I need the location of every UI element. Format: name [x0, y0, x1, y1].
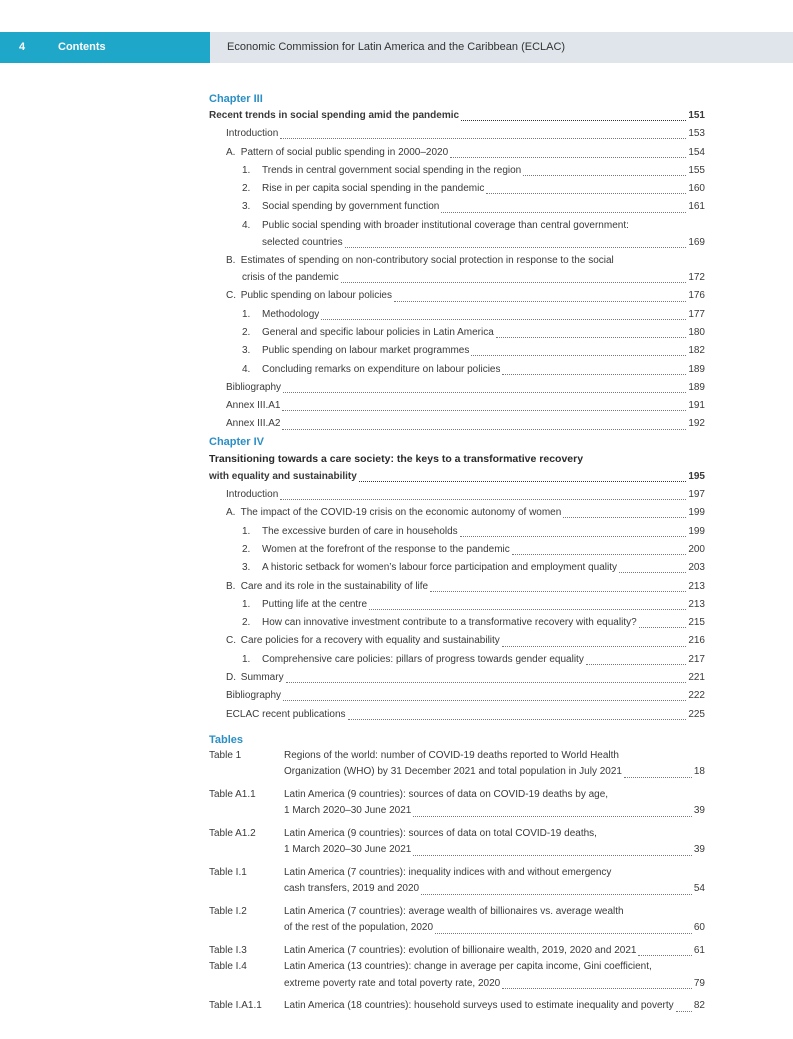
table-page: 39 — [693, 805, 705, 817]
table-title-line2: 1 March 2020–30 June 2021 — [284, 844, 412, 856]
entry-number: C. — [226, 635, 236, 647]
leader-dots — [348, 718, 687, 720]
table-title: Latin America (7 countries): evolution of billionaire wealth, 2019, 2020 and 2021 — [284, 944, 637, 956]
toc-entry[interactable] — [209, 523, 705, 541]
table-page: 54 — [693, 883, 705, 895]
entry-page: 217 — [688, 653, 705, 665]
leader-dots — [450, 156, 686, 158]
entry-number: 4. — [242, 363, 251, 375]
toc-entry[interactable] — [209, 559, 705, 577]
entry-text: Pattern of social public spending in 2000–2020 — [240, 146, 449, 158]
leader-dots — [471, 354, 686, 356]
toc-entry[interactable] — [209, 306, 705, 324]
entry-page: 161 — [688, 201, 705, 213]
entry-number: A. — [226, 507, 236, 519]
chapter-4-label: Chapter IV — [209, 435, 265, 448]
entry-number: A. — [226, 146, 236, 158]
toc-entry[interactable] — [209, 486, 705, 504]
table-page: 61 — [693, 944, 705, 956]
entry-page: 203 — [688, 562, 705, 574]
entry-page: 191 — [688, 400, 705, 412]
leader-dots — [394, 300, 686, 302]
table-title: Latin America (18 countries): household surveys used to estimate inequality and poverty — [284, 1000, 674, 1012]
entry-number: 2. — [242, 326, 251, 338]
table-title-line2: 1 March 2020–30 June 2021 — [284, 805, 412, 817]
table-page: 39 — [693, 844, 705, 856]
leader-dots — [369, 608, 686, 610]
entry-text: Putting life at the centre — [262, 598, 368, 610]
entry-page: 199 — [688, 525, 705, 537]
entry-number: B. — [226, 580, 236, 592]
leader-dots — [460, 535, 687, 537]
entry-text: selected countries — [262, 236, 343, 248]
leader-dots — [435, 932, 692, 934]
table-title-line1: Latin America (13 countries): change in average per capita income, Gini coefficient, — [284, 961, 652, 973]
leader-dots — [461, 119, 686, 121]
entry-page: 197 — [688, 489, 705, 501]
chapter-3-label: Chapter III — [209, 93, 263, 105]
leader-dots — [282, 409, 686, 411]
entry-page: 154 — [688, 146, 705, 158]
table-title-line2: Organization (WHO) by 31 December 2021 and total population in July 2021 — [284, 766, 622, 778]
entry-text: Concluding remarks on expenditure on labour policies — [262, 363, 501, 375]
entry-number: 2. — [242, 617, 251, 629]
leader-dots — [359, 480, 687, 482]
entry-text: Annex III.A2 — [226, 418, 281, 430]
entry-text: ECLAC recent publications — [226, 708, 346, 720]
leader-dots — [282, 428, 686, 430]
header-publisher-bar — [210, 32, 793, 63]
table-entry[interactable] — [209, 998, 705, 1015]
entry-page: 222 — [688, 690, 705, 702]
entry-text: Bibliography — [226, 381, 282, 393]
entry-page: 153 — [688, 128, 705, 140]
table-entry[interactable] — [209, 959, 705, 992]
toc-entry-line1[interactable] — [209, 252, 705, 269]
table-page: 60 — [693, 922, 705, 934]
entry-page: 177 — [688, 308, 705, 320]
entry-text: crisis of the pandemic — [242, 272, 339, 284]
toc-entry[interactable] — [209, 361, 705, 379]
entry-text: The impact of the COVID-19 crisis on the economic autonomy of women — [240, 507, 562, 519]
table-title-line2: of the rest of the population, 2020 — [284, 922, 433, 934]
toc-entry[interactable] — [209, 415, 705, 433]
entry-text: Summary — [240, 672, 284, 684]
entry-text: Care policies for a recovery with equality and sustainability — [240, 635, 500, 647]
table-label: Table I.A1.1 — [209, 1000, 262, 1012]
toc-entry[interactable] — [209, 342, 705, 360]
entry-page: 155 — [688, 164, 705, 176]
toc-entry[interactable] — [209, 614, 705, 632]
entry-page: 213 — [688, 598, 705, 610]
leader-dots — [345, 246, 687, 248]
entry-number: B. — [226, 255, 236, 267]
entry-number: 2. — [242, 183, 251, 195]
leader-dots — [676, 1010, 692, 1012]
toc-entry[interactable] — [209, 269, 705, 287]
leader-dots — [421, 893, 692, 895]
table-label: Table A1.2 — [209, 827, 256, 839]
leader-dots — [523, 174, 686, 176]
table-entry[interactable] — [209, 748, 705, 781]
entry-page: 199 — [688, 507, 705, 519]
leader-dots — [283, 699, 686, 701]
table-title-line1: Latin America (7 countries): average wealth of billionaires vs. average wealth — [284, 905, 624, 917]
chapter-3-page: 151 — [688, 110, 705, 121]
section-title: Contents — [58, 41, 106, 53]
table-title-line1: Regions of the world: number of COVID-19 deaths reported to World Health — [284, 749, 619, 761]
entry-page: 215 — [688, 617, 705, 629]
entry-number: 2. — [242, 543, 251, 555]
entry-page: 169 — [688, 236, 705, 248]
entry-number: 1. — [242, 525, 251, 537]
chapter-4-page: 195 — [688, 470, 705, 482]
chapter-3-title-row[interactable] — [209, 107, 705, 125]
entry-page: 182 — [688, 345, 705, 357]
leader-dots — [502, 373, 686, 375]
toc-content — [209, 91, 705, 1015]
table-label: Table I.1 — [209, 866, 247, 878]
table-title-line2: extreme poverty rate and total poverty rate, 2020 — [284, 977, 501, 989]
entry-text: Introduction — [226, 128, 279, 140]
page-number: 4 — [19, 41, 26, 53]
toc-entry[interactable] — [209, 125, 705, 143]
toc-entry[interactable] — [209, 706, 705, 724]
entry-text: Rise in per capita social spending in the pandemic — [262, 183, 485, 195]
leader-dots — [413, 815, 692, 817]
entry-page: 180 — [688, 326, 705, 338]
entry-page: 200 — [688, 543, 705, 555]
leader-dots — [430, 590, 686, 592]
leader-dots — [512, 553, 687, 555]
leader-dots — [563, 516, 686, 518]
toc-entry[interactable] — [209, 632, 705, 650]
leader-dots — [486, 192, 686, 194]
toc-entry[interactable] — [209, 397, 705, 415]
table-label: Table 1 — [209, 749, 242, 761]
entry-number: 3. — [242, 562, 251, 574]
entry-text: Bibliography — [226, 690, 282, 702]
entry-text: Methodology — [262, 308, 320, 320]
table-entry[interactable] — [209, 865, 705, 898]
entry-page: 172 — [688, 272, 705, 284]
entry-number: 3. — [242, 345, 251, 357]
leader-dots — [619, 571, 686, 573]
toc-entry-line1[interactable] — [209, 217, 705, 234]
entry-text: Public spending on labour market programmes — [262, 345, 470, 357]
leader-dots — [502, 987, 692, 989]
entry-text: How can innovative investment contribute to a transformative recovery with equality? — [262, 617, 637, 629]
table-entry[interactable] — [209, 787, 705, 820]
toc-entry[interactable] — [209, 234, 705, 252]
leader-dots — [413, 854, 692, 856]
leader-dots — [280, 498, 686, 500]
table-label: Table A1.1 — [209, 788, 256, 800]
entry-page: 189 — [688, 363, 705, 375]
chapter-4-title-line1[interactable]: Transitioning towards a care society: the keys to a transformative recovery — [209, 452, 584, 465]
entry-number: 1. — [242, 164, 251, 176]
entry-number: 1. — [242, 308, 251, 320]
entry-text: Annex III.A1 — [226, 400, 281, 412]
toc-entry[interactable] — [209, 198, 705, 216]
page-header — [0, 32, 793, 63]
leader-dots — [286, 681, 687, 683]
table-label: Table I.4 — [209, 961, 247, 973]
entry-page: 189 — [688, 381, 705, 393]
entry-page: 192 — [688, 418, 705, 430]
entry-number: C. — [226, 290, 236, 302]
entry-text: Care and its role in the sustainability of life — [240, 580, 429, 592]
toc-entry[interactable] — [209, 180, 705, 198]
chapter-4-title-row[interactable] — [209, 468, 705, 486]
entry-number: 1. — [242, 653, 251, 665]
leader-dots — [624, 776, 692, 778]
table-entry[interactable] — [209, 826, 705, 859]
table-title-line1: Latin America (9 countries): sources of data on COVID-19 deaths by age, — [284, 788, 609, 800]
leader-dots — [639, 626, 687, 628]
toc-entry[interactable] — [209, 651, 705, 669]
toc-entry[interactable] — [209, 541, 705, 559]
entry-number: 1. — [242, 598, 251, 610]
table-label: Table I.2 — [209, 905, 247, 917]
table-page: 79 — [693, 977, 705, 989]
entry-text: Estimates of spending on non-contributory social protection in response to the social — [240, 255, 614, 267]
toc-entry[interactable] — [209, 687, 705, 705]
leader-dots — [638, 954, 691, 956]
toc-entry[interactable] — [209, 287, 705, 305]
entry-text: General and specific labour policies in Latin America — [262, 326, 494, 338]
toc-entry[interactable] — [209, 379, 705, 397]
entry-text: Introduction — [226, 489, 279, 501]
entry-text: Public spending on labour policies — [240, 290, 392, 302]
chapter-3-title: Recent trends in social spending amid the pandemic — [209, 110, 460, 121]
leader-dots — [586, 663, 686, 665]
publisher-name: Economic Commission for Latin America and the Caribbean (ECLAC) — [227, 41, 566, 53]
entry-number: D. — [226, 672, 236, 684]
chapter-4-title-line2: with equality and sustainability — [209, 470, 357, 482]
entry-number: 4. — [242, 219, 251, 231]
toc-entry[interactable] — [209, 504, 705, 522]
table-title-line1: Latin America (9 countries): sources of data on total COVID-19 deaths, — [284, 827, 597, 839]
table-page: 82 — [693, 1000, 705, 1012]
leader-dots — [341, 281, 687, 283]
entry-text: Social spending by government function — [262, 201, 440, 213]
entry-text: Women at the forefront of the response to the pandemic — [262, 543, 510, 555]
leader-dots — [441, 211, 686, 213]
leader-dots — [321, 318, 686, 320]
table-title-line1: Latin America (7 countries): inequality indices with and without emergency — [284, 866, 612, 878]
entry-page: 221 — [688, 672, 705, 684]
entry-page: 225 — [688, 708, 705, 720]
table-entry[interactable] — [209, 943, 705, 960]
toc-entry[interactable] — [209, 669, 705, 687]
entry-page: 160 — [688, 183, 705, 195]
toc-entry[interactable] — [209, 162, 705, 180]
entry-text: Public social spending with broader institutional coverage than central government: — [262, 219, 629, 231]
entry-text: The excessive burden of care in households — [262, 525, 458, 537]
toc-entry[interactable] — [209, 578, 705, 596]
leader-dots — [502, 645, 687, 647]
table-entry[interactable] — [209, 904, 705, 937]
entry-page: 216 — [688, 635, 705, 647]
toc-entry[interactable] — [209, 596, 705, 614]
toc-entry[interactable] — [209, 324, 705, 342]
leader-dots — [280, 137, 686, 139]
leader-dots — [496, 336, 687, 338]
entry-number: 3. — [242, 201, 251, 213]
leader-dots — [283, 391, 686, 393]
entry-page: 213 — [688, 580, 705, 592]
tables-heading: Tables — [209, 733, 244, 746]
entry-page: 176 — [688, 290, 705, 302]
table-page: 18 — [693, 766, 705, 778]
table-label: Table I.3 — [209, 944, 247, 956]
entry-text: A historic setback for women’s labour force participation and employment quality — [262, 562, 617, 574]
entry-text: Trends in central government social spending in the region — [262, 164, 522, 176]
header-section-tab — [0, 32, 210, 63]
entry-text: Comprehensive care policies: pillars of progress towards gender equality — [262, 653, 584, 665]
table-title-line2: cash transfers, 2019 and 2020 — [284, 883, 420, 895]
toc-entry[interactable] — [209, 144, 705, 162]
